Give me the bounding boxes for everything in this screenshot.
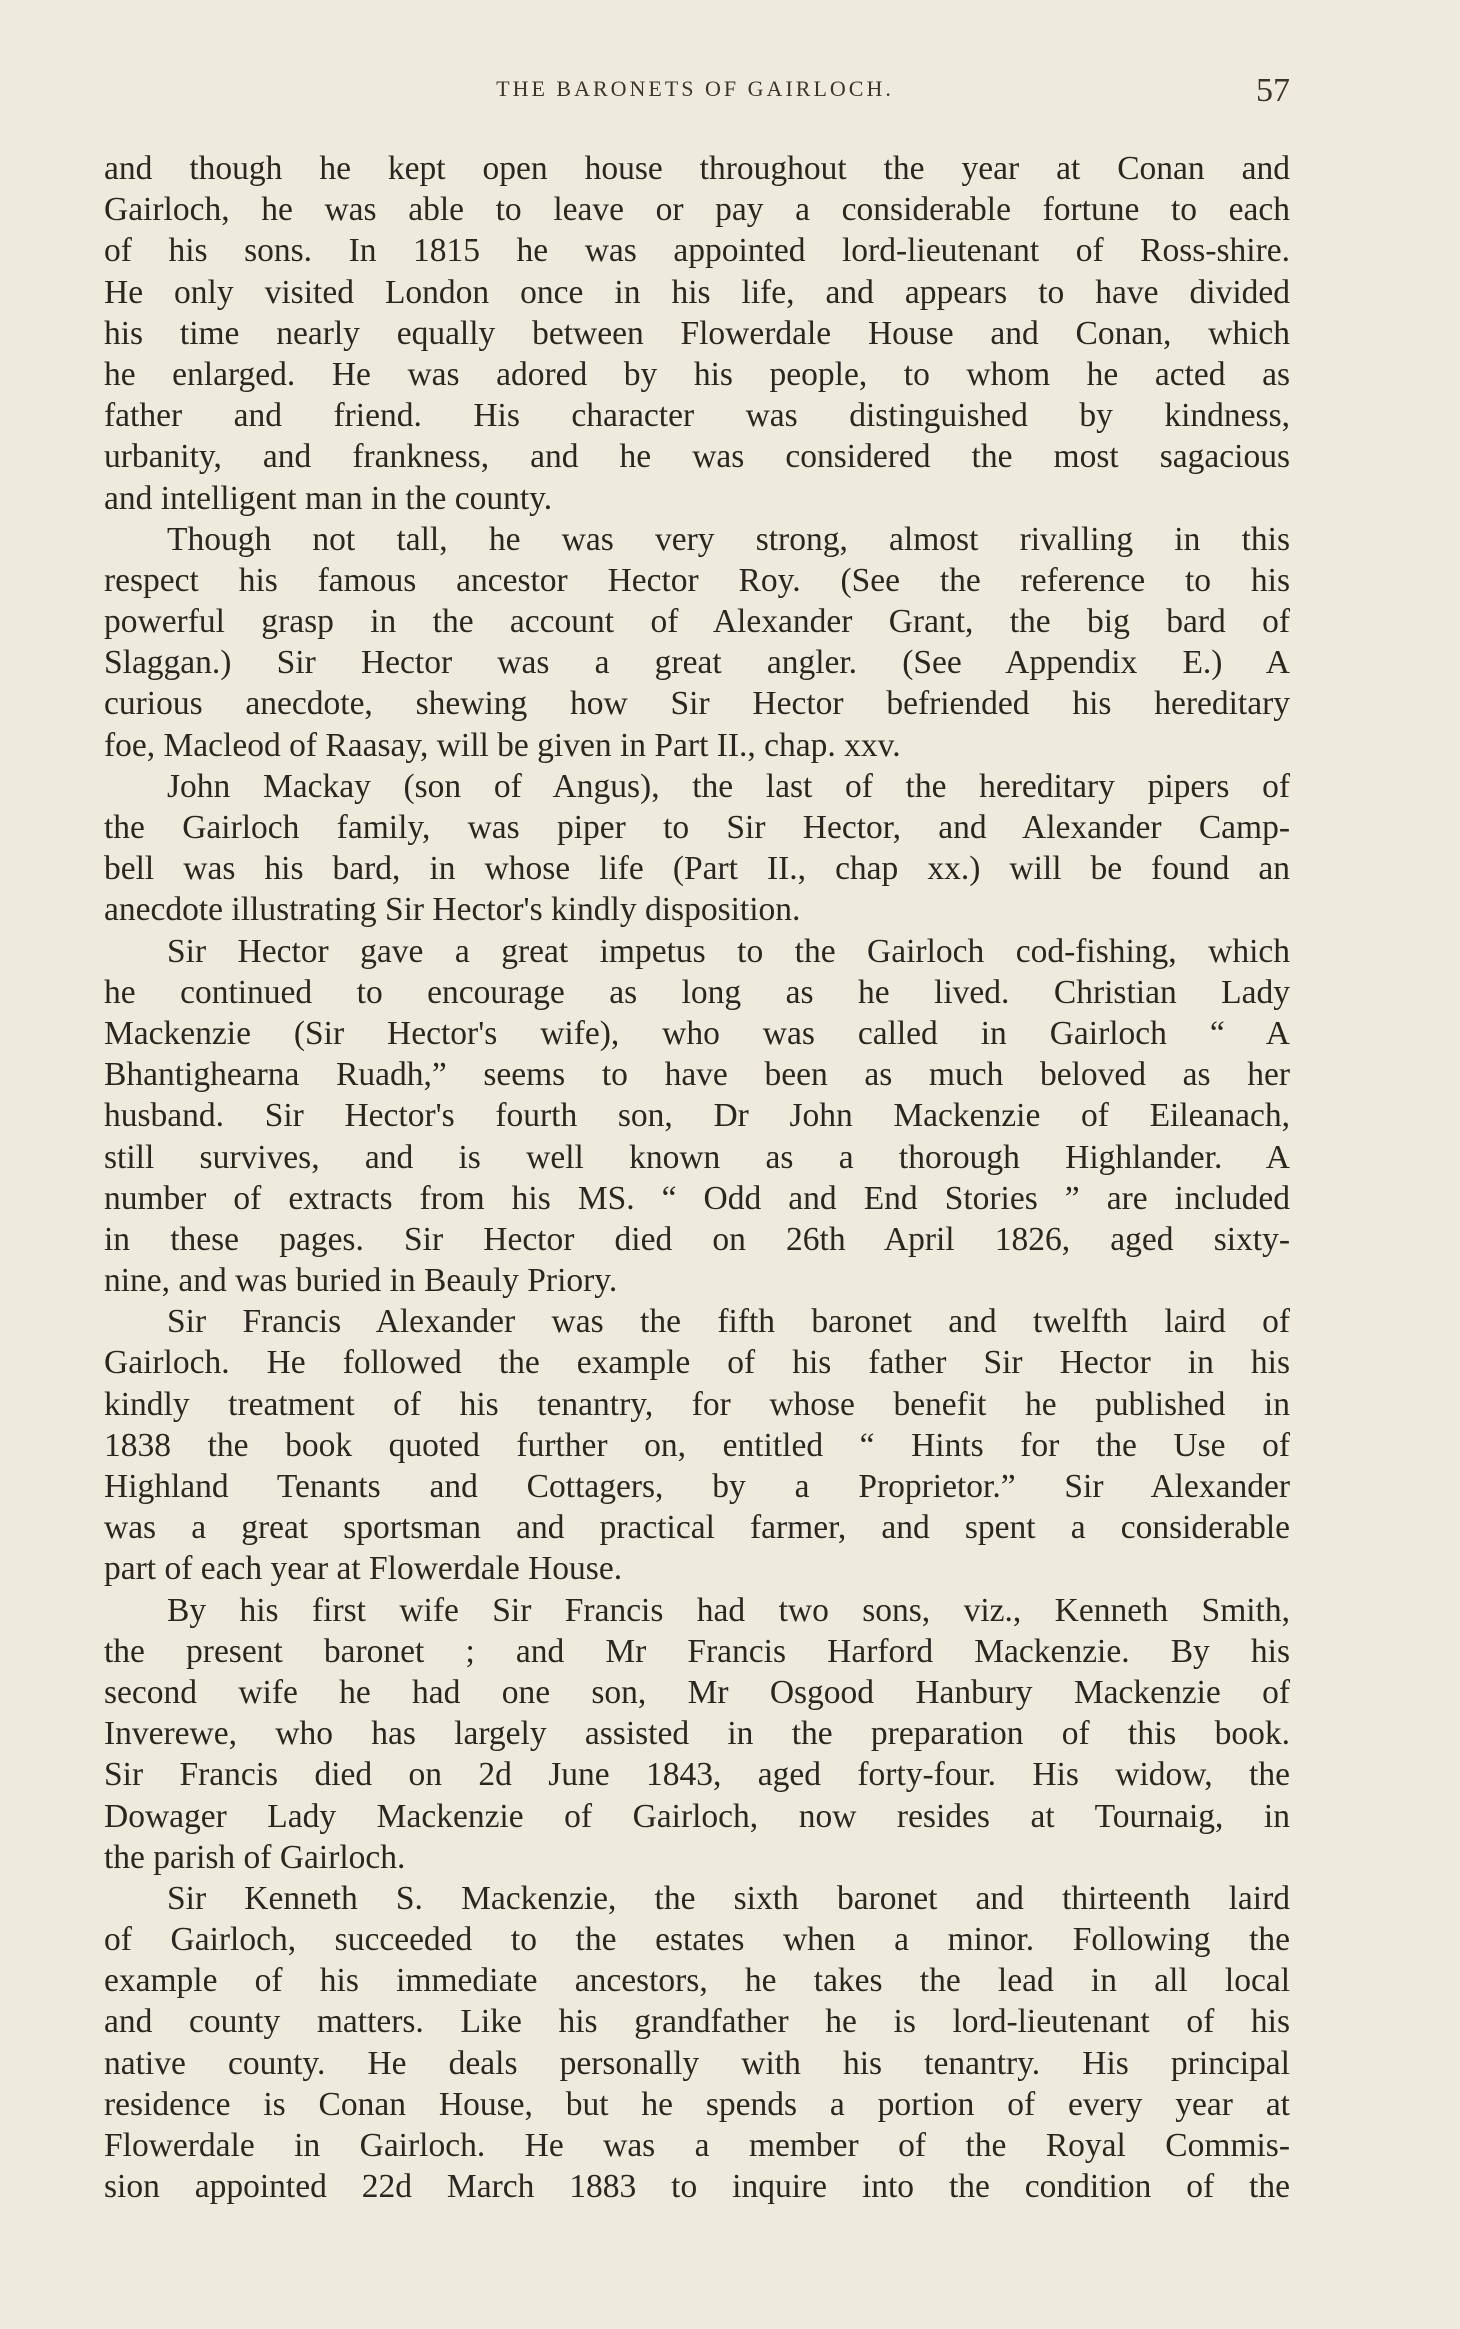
text-line: Though not tall, he was very strong, almost rivalling in this — [167, 520, 1290, 558]
text-line: bell was his bard, in whose life (Part II., chap xx.) will be found an — [104, 850, 1290, 888]
text-line: number of extracts from his MS. “ Odd and End Stories ” are included — [104, 1179, 1290, 1217]
text-line: second wife he had one son, Mr Osgood Hanbury Mackenzie of — [104, 1673, 1290, 1711]
text-line: of his sons. In 1815 he was appointed lord-lieutenant of Ross-shire. — [104, 232, 1290, 270]
text-line: Inverewe, who has largely assisted in the preparation of this book. — [104, 1715, 1290, 1753]
text-line: father and friend. His character was distinguished by kindness, — [104, 397, 1290, 435]
text-line: 1838 the book quoted further on, entitled “ Hints for the Use of — [104, 1426, 1290, 1464]
text-line: he continued to encourage as long as he lived. Christian Lady — [104, 973, 1290, 1011]
text-line: John Mackay (son of Angus), the last of the hereditary pipers of — [167, 767, 1290, 805]
text-line: Slaggan.) Sir Hector was a great angler. (See Appendix E.) A — [104, 644, 1290, 682]
text-line: respect his famous ancestor Hector Roy. (See the reference to his — [104, 561, 1290, 599]
text-line: residence is Conan House, but he spends a portion of every year at — [104, 2085, 1290, 2123]
text-line: in these pages. Sir Hector died on 26th April 1826, aged sixty- — [104, 1220, 1290, 1258]
text-line: Bhantighearna Ruadh,” seems to have been as much beloved as her — [104, 1056, 1290, 1094]
page-number: 57 — [1256, 72, 1290, 109]
text-line: example of his immediate ancestors, he takes the lead in all local — [104, 1962, 1290, 2000]
text-line: the Gairloch family, was piper to Sir Hector, and Alexander Camp- — [104, 809, 1290, 846]
text-line: of Gairloch, succeeded to the estates when a minor. Following the — [104, 1921, 1290, 1959]
text-line: native county. He deals personally with his tenantry. His principal — [104, 2044, 1290, 2082]
text-line: Sir Francis Alexander was the fifth baronet and twelfth laird of — [167, 1303, 1290, 1341]
text-line: By his first wife Sir Francis had two sons, viz., Kenneth Smith, — [167, 1591, 1290, 1629]
text-line: urbanity, and frankness, and he was considered the most sagacious — [104, 438, 1290, 476]
text-line: nine, and was buried in Beauly Priory. — [104, 1262, 618, 1300]
text-line: husband. Sir Hector's fourth son, Dr John Mackenzie of Eileanach, — [104, 1097, 1290, 1135]
text-line: he enlarged. He was adored by his people, to whom he acted as — [104, 355, 1290, 393]
text-line: the parish of Gairloch. — [104, 1838, 406, 1876]
text-line: powerful grasp in the account of Alexander Grant, the big bard of — [104, 603, 1290, 641]
text-line: Sir Francis died on 2d June 1843, aged forty-four. His widow, the — [104, 1756, 1290, 1794]
text-line: part of each year at Flowerdale House. — [104, 1550, 623, 1588]
text-line: still survives, and is well known as a thorough Highlander. A — [104, 1138, 1290, 1176]
body-text — [104, 148, 1290, 2207]
text-line: was a great sportsman and practical farmer, and spent a considerable — [104, 1509, 1290, 1547]
text-line: sion appointed 22d March 1883 to inquire into the condition of the — [104, 2168, 1290, 2206]
text-line: Sir Hector gave a great impetus to the Gairloch cod-fishing, which — [167, 932, 1290, 970]
text-line: Gairloch. He followed the example of his father Sir Hector in his — [104, 1344, 1290, 1382]
text-line: foe, Macleod of Raasay, will be given in Part II., chap. xxv. — [104, 726, 901, 764]
running-title: THE BARONETS OF GAIRLOCH. — [496, 76, 894, 101]
text-line: Dowager Lady Mackenzie of Gairloch, now resides at Tournaig, in — [104, 1797, 1290, 1835]
text-line: and county matters. Like his grandfather he is lord-lieutenant of his — [104, 2003, 1290, 2041]
text-line: his time nearly equally between Flowerdale House and Conan, which — [104, 314, 1290, 352]
text-line: Mackenzie (Sir Hector's wife), who was called in Gairloch “ A — [104, 1014, 1290, 1052]
text-line: Gairloch, he was able to leave or pay a considerable fortune to each — [104, 191, 1290, 229]
text-line: anecdote illustrating Sir Hector's kindly disposition. — [104, 891, 801, 929]
text-line: and though he kept open house throughout the year at Conan and — [104, 150, 1290, 187]
text-line: curious anecdote, shewing how Sir Hector befriended his hereditary — [104, 685, 1290, 723]
running-head — [100, 72, 1290, 112]
text-line: kindly treatment of his tenantry, for whose benefit he published in — [104, 1385, 1290, 1423]
text-line: and intelligent man in the county. — [104, 479, 553, 517]
text-line: Flowerdale in Gairloch. He was a member of the Royal Commis- — [104, 2127, 1290, 2164]
text-line: He only visited London once in his life, and appears to have divided — [104, 273, 1290, 311]
text-line: Sir Kenneth S. Mackenzie, the sixth baronet and thirteenth laird — [167, 1879, 1290, 1917]
text-line: Highland Tenants and Cottagers, by a Proprietor.” Sir Alexander — [104, 1468, 1290, 1505]
text-line: the present baronet ; and Mr Francis Harford Mackenzie. By his — [104, 1632, 1290, 1670]
